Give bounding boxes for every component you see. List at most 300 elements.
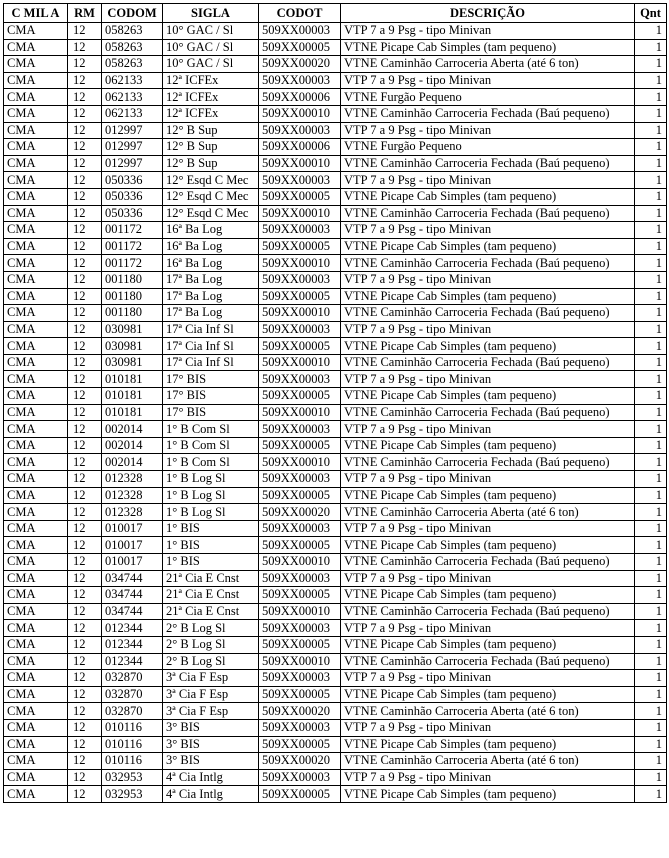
cell-sigla: 16ª Ba Log [163,255,259,272]
cell-qnt: 1 [635,554,667,571]
cell-descricao: VTNE Caminhão Carroceria Fechada (Baú pequeno) [341,554,635,571]
cell-cmila: CMA [4,238,68,255]
cell-qnt: 1 [635,222,667,239]
cell-codom: 012997 [102,155,163,172]
cell-qnt: 1 [635,636,667,653]
cell-sigla: 1° BIS [163,520,259,537]
cell-descricao: VTP 7 a 9 Psg - tipo Minivan [341,471,635,488]
cell-rm: 12 [68,504,102,521]
cell-codot: 509XX00010 [259,404,341,421]
cell-cmila: CMA [4,570,68,587]
cell-codom: 001172 [102,238,163,255]
cell-codot: 509XX00003 [259,222,341,239]
table-row [4,338,667,355]
cell-rm: 12 [68,105,102,122]
cell-codot: 509XX00005 [259,188,341,205]
table-row [4,570,667,587]
cell-codom: 050336 [102,205,163,222]
cell-codot: 509XX00005 [259,288,341,305]
cell-codot: 509XX00010 [259,205,341,222]
cell-codom: 032953 [102,786,163,803]
cell-sigla: 21ª Cia E Cnst [163,570,259,587]
cell-codot: 509XX00003 [259,570,341,587]
cell-sigla: 21ª Cia E Cnst [163,587,259,604]
cell-cmila: CMA [4,139,68,156]
table-row [4,753,667,770]
cell-codot: 509XX00020 [259,753,341,770]
cell-cmila: CMA [4,72,68,89]
cell-cmila: CMA [4,753,68,770]
cell-rm: 12 [68,703,102,720]
table-row [4,139,667,156]
cell-rm: 12 [68,222,102,239]
cell-rm: 12 [68,520,102,537]
cell-cmila: CMA [4,205,68,222]
table-row [4,288,667,305]
cell-codom: 012328 [102,471,163,488]
cell-codom: 002014 [102,454,163,471]
cell-cmila: CMA [4,89,68,106]
cell-descricao: VTNE Caminhão Carroceria Fechada (Baú pequeno) [341,305,635,322]
cell-codot: 509XX00005 [259,388,341,405]
table-row [4,39,667,56]
cell-qnt: 1 [635,437,667,454]
cell-codom: 062133 [102,105,163,122]
cell-qnt: 1 [635,139,667,156]
cell-descricao: VTP 7 a 9 Psg - tipo Minivan [341,271,635,288]
cell-rm: 12 [68,554,102,571]
cell-qnt: 1 [635,371,667,388]
cell-codom: 012344 [102,620,163,637]
cell-sigla: 12ª ICFEx [163,72,259,89]
cell-descricao: VTP 7 a 9 Psg - tipo Minivan [341,670,635,687]
cell-codom: 058263 [102,23,163,40]
cell-qnt: 1 [635,703,667,720]
cell-sigla: 3ª Cia F Esp [163,670,259,687]
cell-codot: 509XX00010 [259,653,341,670]
cell-qnt: 1 [635,354,667,371]
cell-codom: 032870 [102,703,163,720]
cell-rm: 12 [68,354,102,371]
cell-rm: 12 [68,636,102,653]
cell-qnt: 1 [635,603,667,620]
cell-rm: 12 [68,56,102,73]
table-row [4,786,667,803]
table-row [4,271,667,288]
cell-cmila: CMA [4,504,68,521]
cell-descricao: VTP 7 a 9 Psg - tipo Minivan [341,520,635,537]
cell-rm: 12 [68,437,102,454]
cell-sigla: 1° B Log Sl [163,471,259,488]
vehicle-table [3,3,667,803]
cell-codot: 509XX00003 [259,670,341,687]
table-row [4,305,667,322]
cell-codot: 509XX00005 [259,487,341,504]
cell-codot: 509XX00010 [259,255,341,272]
table-row [4,205,667,222]
table-row [4,122,667,139]
cell-cmila: CMA [4,188,68,205]
cell-codot: 509XX00003 [259,520,341,537]
cell-codom: 010017 [102,554,163,571]
table-row [4,56,667,73]
cell-descricao: VTNE Furgão Pequeno [341,89,635,106]
cell-codot: 509XX00003 [259,769,341,786]
cell-qnt: 1 [635,172,667,189]
cell-cmila: CMA [4,222,68,239]
cell-sigla: 10° GAC / Sl [163,56,259,73]
cell-codom: 001172 [102,222,163,239]
cell-sigla: 17ª Cia Inf Sl [163,354,259,371]
cell-qnt: 1 [635,753,667,770]
cell-codom: 030981 [102,338,163,355]
cell-rm: 12 [68,122,102,139]
cell-cmila: CMA [4,338,68,355]
cell-codom: 001180 [102,288,163,305]
cell-rm: 12 [68,570,102,587]
cell-cmila: CMA [4,39,68,56]
cell-descricao: VTNE Picape Cab Simples (tam pequeno) [341,288,635,305]
table-row [4,736,667,753]
cell-sigla: 17ª Cia Inf Sl [163,338,259,355]
cell-qnt: 1 [635,686,667,703]
cell-descricao: VTNE Caminhão Carroceria Aberta (até 6 ton) [341,504,635,521]
cell-codom: 050336 [102,188,163,205]
cell-qnt: 1 [635,321,667,338]
table-row [4,72,667,89]
cell-descricao: VTNE Caminhão Carroceria Fechada (Baú pequeno) [341,205,635,222]
cell-cmila: CMA [4,736,68,753]
cell-codom: 001172 [102,255,163,272]
cell-sigla: 12° B Sup [163,155,259,172]
cell-rm: 12 [68,23,102,40]
cell-rm: 12 [68,471,102,488]
cell-sigla: 3° BIS [163,719,259,736]
cell-qnt: 1 [635,719,667,736]
cell-rm: 12 [68,139,102,156]
cell-codot: 509XX00006 [259,139,341,156]
header-c-mil-a: C MIL A [4,4,68,23]
table-row [4,89,667,106]
cell-descricao: VTNE Caminhão Carroceria Fechada (Baú pequeno) [341,404,635,421]
cell-rm: 12 [68,620,102,637]
cell-sigla: 17° BIS [163,371,259,388]
cell-rm: 12 [68,686,102,703]
cell-sigla: 17ª Cia Inf Sl [163,321,259,338]
table-row [4,537,667,554]
cell-rm: 12 [68,39,102,56]
cell-sigla: 17ª Ba Log [163,288,259,305]
cell-descricao: VTNE Furgão Pequeno [341,139,635,156]
cell-rm: 12 [68,155,102,172]
cell-sigla: 17° BIS [163,404,259,421]
cell-codom: 030981 [102,354,163,371]
cell-codom: 012997 [102,139,163,156]
cell-rm: 12 [68,321,102,338]
cell-descricao: VTNE Picape Cab Simples (tam pequeno) [341,338,635,355]
cell-cmila: CMA [4,271,68,288]
cell-codot: 509XX00005 [259,437,341,454]
table-row [4,603,667,620]
cell-sigla: 12° Esqd C Mec [163,188,259,205]
cell-descricao: VTP 7 a 9 Psg - tipo Minivan [341,620,635,637]
cell-cmila: CMA [4,421,68,438]
table-row [4,769,667,786]
cell-codot: 509XX00003 [259,719,341,736]
table-row [4,172,667,189]
cell-codom: 034744 [102,587,163,604]
cell-qnt: 1 [635,89,667,106]
cell-rm: 12 [68,271,102,288]
cell-cmila: CMA [4,603,68,620]
cell-rm: 12 [68,72,102,89]
cell-qnt: 1 [635,504,667,521]
cell-qnt: 1 [635,255,667,272]
cell-codom: 058263 [102,39,163,56]
cell-codom: 062133 [102,72,163,89]
cell-qnt: 1 [635,471,667,488]
cell-rm: 12 [68,205,102,222]
cell-qnt: 1 [635,786,667,803]
cell-codom: 002014 [102,437,163,454]
cell-cmila: CMA [4,56,68,73]
cell-codom: 012328 [102,504,163,521]
cell-codot: 509XX00003 [259,172,341,189]
cell-descricao: VTNE Picape Cab Simples (tam pequeno) [341,736,635,753]
cell-descricao: VTNE Picape Cab Simples (tam pequeno) [341,39,635,56]
cell-codot: 509XX00005 [259,39,341,56]
cell-sigla: 2° B Log Sl [163,636,259,653]
cell-sigla: 12° B Sup [163,139,259,156]
cell-qnt: 1 [635,769,667,786]
cell-sigla: 21ª Cia E Cnst [163,603,259,620]
cell-cmila: CMA [4,172,68,189]
cell-cmila: CMA [4,155,68,172]
cell-codom: 034744 [102,603,163,620]
cell-sigla: 1° B Com Sl [163,454,259,471]
cell-cmila: CMA [4,471,68,488]
cell-codot: 509XX00020 [259,703,341,720]
cell-codom: 010181 [102,404,163,421]
table-row [4,520,667,537]
cell-qnt: 1 [635,238,667,255]
cell-cmila: CMA [4,105,68,122]
cell-qnt: 1 [635,305,667,322]
cell-rm: 12 [68,421,102,438]
cell-codot: 509XX00005 [259,786,341,803]
cell-descricao: VTNE Picape Cab Simples (tam pequeno) [341,238,635,255]
cell-codom: 010017 [102,520,163,537]
cell-qnt: 1 [635,570,667,587]
cell-cmila: CMA [4,454,68,471]
cell-rm: 12 [68,89,102,106]
cell-codot: 509XX00003 [259,471,341,488]
cell-cmila: CMA [4,719,68,736]
cell-sigla: 16ª Ba Log [163,222,259,239]
cell-cmila: CMA [4,786,68,803]
cell-codom: 010017 [102,537,163,554]
cell-descricao: VTP 7 a 9 Psg - tipo Minivan [341,222,635,239]
table-row [4,404,667,421]
table-row [4,686,667,703]
cell-cmila: CMA [4,686,68,703]
cell-codot: 509XX00003 [259,421,341,438]
header-descricao: DESCRIÇÃO [341,4,635,23]
cell-codot: 509XX00003 [259,620,341,637]
cell-codot: 509XX00010 [259,454,341,471]
cell-qnt: 1 [635,72,667,89]
cell-sigla: 3ª Cia F Esp [163,686,259,703]
cell-descricao: VTNE Caminhão Carroceria Fechada (Baú pequeno) [341,603,635,620]
cell-descricao: VTNE Caminhão Carroceria Fechada (Baú pequeno) [341,653,635,670]
header-codot: CODOT [259,4,341,23]
cell-rm: 12 [68,388,102,405]
cell-descricao: VTP 7 a 9 Psg - tipo Minivan [341,371,635,388]
cell-descricao: VTP 7 a 9 Psg - tipo Minivan [341,321,635,338]
cell-cmila: CMA [4,23,68,40]
table-row [4,354,667,371]
cell-sigla: 1° B Log Sl [163,487,259,504]
cell-rm: 12 [68,786,102,803]
cell-qnt: 1 [635,56,667,73]
cell-descricao: VTP 7 a 9 Psg - tipo Minivan [341,122,635,139]
cell-codom: 032953 [102,769,163,786]
cell-descricao: VTNE Caminhão Carroceria Fechada (Baú pequeno) [341,255,635,272]
cell-qnt: 1 [635,670,667,687]
table-row [4,388,667,405]
header-codom: CODOM [102,4,163,23]
cell-sigla: 1° B Com Sl [163,437,259,454]
cell-codom: 030981 [102,321,163,338]
cell-codot: 509XX00005 [259,238,341,255]
cell-cmila: CMA [4,636,68,653]
cell-qnt: 1 [635,388,667,405]
table-row [4,636,667,653]
cell-codom: 010116 [102,719,163,736]
cell-codot: 509XX00005 [259,686,341,703]
cell-rm: 12 [68,487,102,504]
cell-descricao: VTNE Picape Cab Simples (tam pequeno) [341,786,635,803]
cell-rm: 12 [68,603,102,620]
table-header-row [4,4,667,23]
cell-descricao: VTNE Picape Cab Simples (tam pequeno) [341,686,635,703]
cell-qnt: 1 [635,23,667,40]
cell-sigla: 12° Esqd C Mec [163,205,259,222]
cell-rm: 12 [68,371,102,388]
table-row [4,471,667,488]
cell-descricao: VTNE Caminhão Carroceria Fechada (Baú pequeno) [341,105,635,122]
cell-cmila: CMA [4,670,68,687]
cell-codom: 010116 [102,736,163,753]
cell-cmila: CMA [4,520,68,537]
cell-codot: 509XX00005 [259,636,341,653]
cell-cmila: CMA [4,404,68,421]
cell-sigla: 17° BIS [163,388,259,405]
table-row [4,703,667,720]
cell-rm: 12 [68,238,102,255]
cell-descricao: VTNE Caminhão Carroceria Fechada (Baú pequeno) [341,155,635,172]
cell-qnt: 1 [635,487,667,504]
table-row [4,255,667,272]
cell-rm: 12 [68,188,102,205]
table-row [4,421,667,438]
cell-qnt: 1 [635,288,667,305]
cell-qnt: 1 [635,122,667,139]
table-row [4,454,667,471]
cell-codot: 509XX00020 [259,56,341,73]
cell-descricao: VTP 7 a 9 Psg - tipo Minivan [341,769,635,786]
cell-qnt: 1 [635,205,667,222]
cell-codom: 032870 [102,670,163,687]
cell-descricao: VTNE Picape Cab Simples (tam pequeno) [341,636,635,653]
cell-sigla: 1° B Com Sl [163,421,259,438]
table-row [4,554,667,571]
cell-rm: 12 [68,587,102,604]
table-row [4,719,667,736]
cell-cmila: CMA [4,437,68,454]
cell-cmila: CMA [4,537,68,554]
cell-cmila: CMA [4,487,68,504]
cell-cmila: CMA [4,620,68,637]
cell-cmila: CMA [4,255,68,272]
cell-qnt: 1 [635,454,667,471]
cell-codom: 012997 [102,122,163,139]
cell-rm: 12 [68,537,102,554]
cell-rm: 12 [68,305,102,322]
cell-codom: 001180 [102,305,163,322]
cell-codom: 002014 [102,421,163,438]
cell-qnt: 1 [635,404,667,421]
cell-qnt: 1 [635,537,667,554]
cell-codom: 034744 [102,570,163,587]
cell-codot: 509XX00003 [259,321,341,338]
table-row [4,188,667,205]
cell-sigla: 17ª Ba Log [163,305,259,322]
cell-codom: 010181 [102,371,163,388]
cell-sigla: 3ª Cia F Esp [163,703,259,720]
cell-codom: 062133 [102,89,163,106]
cell-cmila: CMA [4,305,68,322]
cell-rm: 12 [68,653,102,670]
cell-cmila: CMA [4,122,68,139]
table-row [4,321,667,338]
cell-sigla: 3° BIS [163,736,259,753]
cell-descricao: VTP 7 a 9 Psg - tipo Minivan [341,421,635,438]
cell-cmila: CMA [4,321,68,338]
cell-cmila: CMA [4,769,68,786]
cell-codot: 509XX00005 [259,537,341,554]
cell-codot: 509XX00005 [259,587,341,604]
table-row [4,620,667,637]
cell-rm: 12 [68,719,102,736]
cell-descricao: VTNE Picape Cab Simples (tam pequeno) [341,437,635,454]
cell-sigla: 12° Esqd C Mec [163,172,259,189]
table-row [4,653,667,670]
cell-codot: 509XX00010 [259,105,341,122]
cell-cmila: CMA [4,703,68,720]
cell-codot: 509XX00003 [259,23,341,40]
cell-rm: 12 [68,736,102,753]
cell-cmila: CMA [4,554,68,571]
cell-codot: 509XX00010 [259,603,341,620]
cell-sigla: 1° BIS [163,537,259,554]
cell-qnt: 1 [635,155,667,172]
cell-rm: 12 [68,338,102,355]
cell-qnt: 1 [635,736,667,753]
table-row [4,670,667,687]
cell-qnt: 1 [635,39,667,56]
cell-qnt: 1 [635,338,667,355]
